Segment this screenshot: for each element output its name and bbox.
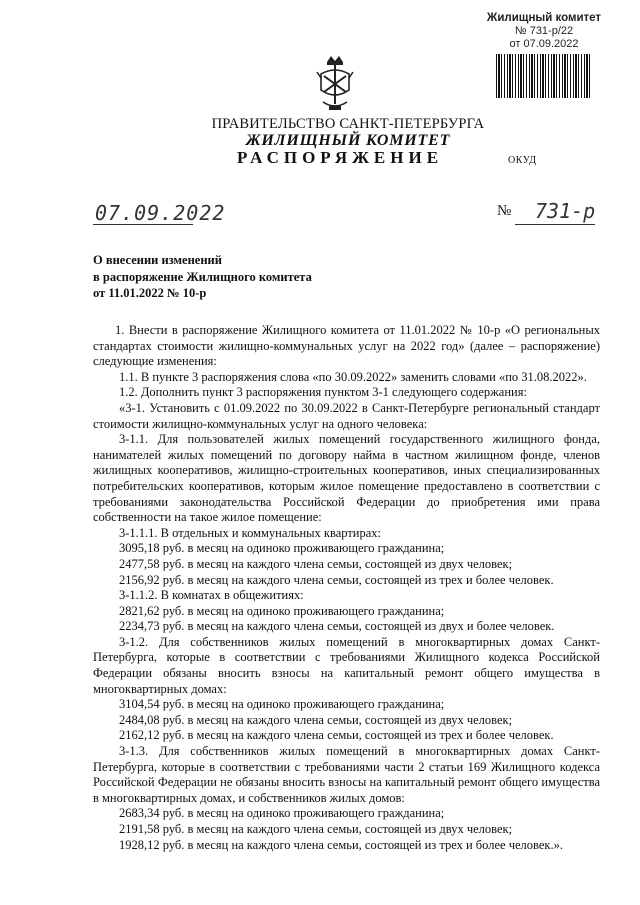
paragraph: 1. Внести в распоряжение Жилищного комитета от 11.01.2022 № 10-р «О региональных стандартах стоимости жилищно-коммунальных услуг на 2022 год» (далее – распоряжение) следующие изменения: (93, 323, 600, 369)
date-underline (93, 224, 193, 225)
stamp-title: Жилищный комитет (486, 12, 602, 24)
paragraph: 2234,73 руб. в месяц на каждого члена семьи, состоящей из двух и более человек. (119, 619, 555, 634)
subject-line: в распоряжение Жилищного комитета (93, 269, 312, 284)
paragraph: 1.1. В пункте 3 распоряжения слова «по 30.09.2022» заменить словами «по 31.08.2022». (119, 369, 587, 384)
paragraph: 2477,58 руб. в месяц на каждого члена семьи, состоящей из двух человек; (119, 556, 513, 571)
document-body (93, 323, 600, 853)
paragraph: 3104,54 руб. в месяц на одиноко проживающего гражданина; (119, 697, 445, 712)
paragraph: 3-1.2. Для собственников жилых помещений в многоквартирных домах Санкт-Петербурга, которые в соответствии с требованиями Жилищного кодекса Российской Федерации обязаны вносить взносы на капитальный ремонт общего имущества в многоквартирных домах: (93, 634, 600, 696)
barcode-icon (496, 54, 592, 98)
number-label: № (497, 203, 512, 219)
committee-name: ЖИЛИЩНЫЙ КОМИТЕТ (245, 132, 451, 149)
handwritten-date: 07.09.2022 (95, 201, 226, 225)
subject-line: О внесении изменений (93, 253, 222, 267)
subject-line: от 11.01.2022 № 10-р (93, 286, 207, 300)
coat-of-arms-icon (315, 52, 355, 114)
registration-stamp (478, 12, 610, 98)
stamp-date: от 07.09.2022 (509, 38, 579, 50)
paragraph: «3-1. Установить с 01.09.2022 по 30.09.2022 в Санкт-Петербурге региональный стандарт стоимости жилищно-коммунальных услуг на одного человека: (93, 400, 600, 431)
paragraph: 2162,12 руб. в месяц на каждого члена семьи, состоящей из трех и более человек. (119, 728, 554, 743)
paragraph: 2821,62 руб. в месяц на одиноко проживающего гражданина; (119, 603, 445, 618)
paragraph: 3095,18 руб. в месяц на одиноко проживающего гражданина; (119, 541, 445, 556)
paragraph: 2191,58 руб. в месяц на каждого члена семьи, состоящей из двух человек; (119, 822, 513, 836)
government-name: ПРАВИТЕЛЬСТВО САНКТ-ПЕТЕРБУРГА (211, 116, 485, 132)
document-subject (93, 252, 312, 302)
paragraph: 2683,34 руб. в месяц на одиноко проживающего гражданина; (119, 806, 445, 821)
number-underline (515, 224, 595, 225)
paragraph: 1.2. Дополнить пункт 3 распоряжения пунктом 3-1 следующего содержания: (119, 385, 527, 400)
paragraph: 2156,92 руб. в месяц на каждого члена семьи, состоящей из трех и более человек. (119, 572, 554, 587)
okud-label: ОКУД (508, 155, 537, 166)
paragraph: 1928,12 руб. в месяц на каждого члена семьи, состоящей из трех и более человек.». (119, 837, 563, 852)
paragraph: 3-1.1.1. В отдельных и коммунальных квартирах: (119, 525, 382, 540)
document-type: РАСПОРЯЖЕНИЕ (236, 148, 444, 167)
paragraph: 3-1.1.2. В комнатах в общежитиях: (119, 588, 304, 603)
paragraph: 2484,08 руб. в месяц на каждого члена семьи, состоящей из двух человек; (119, 712, 513, 727)
paragraph: 3-1.3. Для собственников жилых помещений в многоквартирных домах Санкт-Петербурга, которые в соответствии с требованиями части 2 статьи 169 Жилищного кодекса Российской Федерации не обязаны вносить взносы на капитальный ремонт общего имущества в многоквартирных домах, и собственников жилых домов: (93, 744, 600, 805)
stamp-number: № 731-р/22 (514, 25, 574, 37)
handwritten-number: 731-р (535, 199, 596, 223)
paragraph: 3-1.1. Для пользователей жилых помещений государственного жилищного фонда, нанимателей жилых помещений по договору найма в частном жилищном фонде, членов жилищных кооперативов, жилищно-строительных кооперативов, иных специализированных потребительских кооперативов, которым жилое помещение предоставлено в соответствии с требованиями законодательства Российской Федерации до приобретения ими права собственности на такое жилое помещение: (93, 432, 600, 525)
